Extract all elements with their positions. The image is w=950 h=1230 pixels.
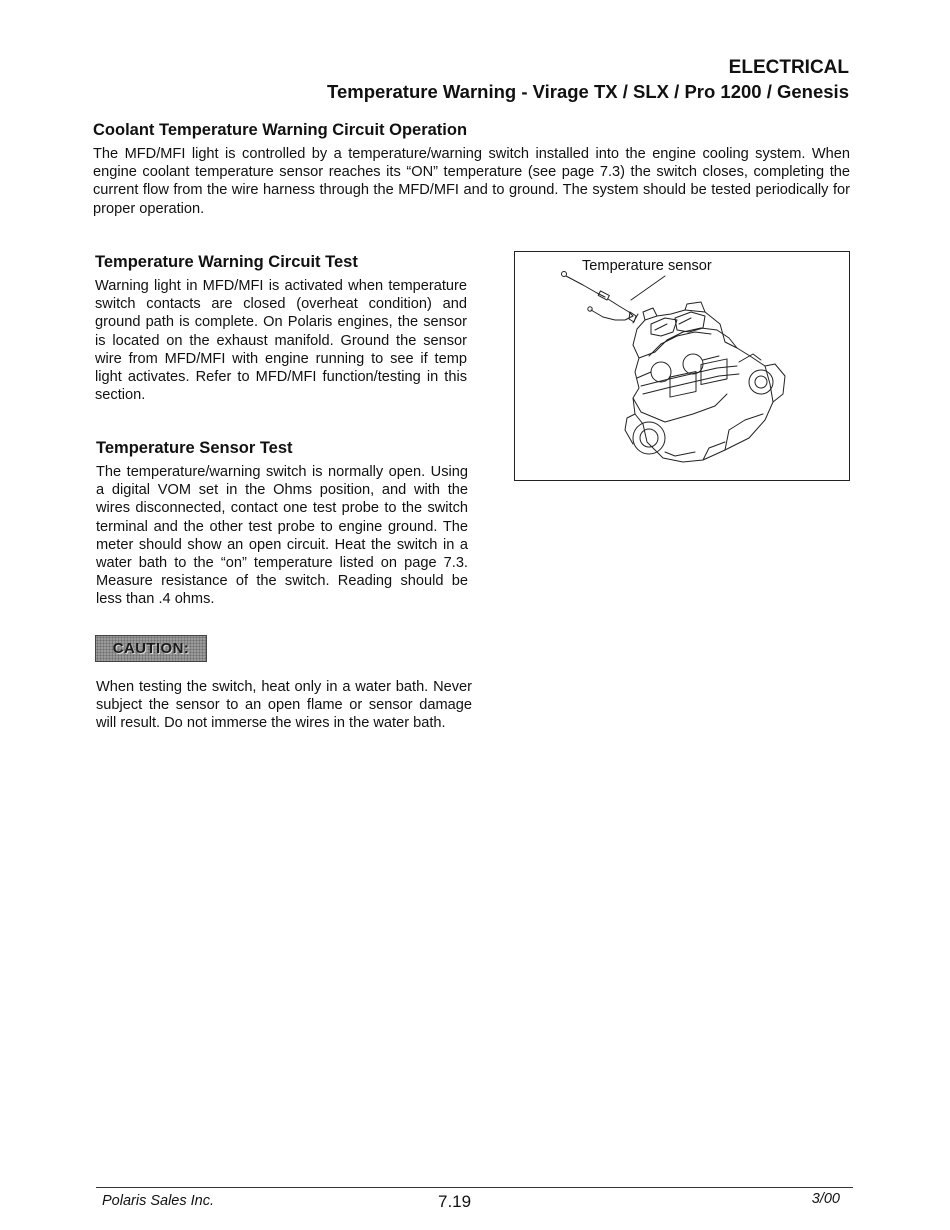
- circuit-test-heading: Temperature Warning Circuit Test: [95, 253, 358, 271]
- footer-date: 3/00: [811, 1191, 840, 1207]
- engine-body: [625, 302, 785, 462]
- caution-badge: [95, 635, 207, 662]
- caution-label: CAUTION:: [112, 640, 190, 657]
- sensor-wire: [562, 272, 639, 324]
- sensor-leader-line: [631, 276, 665, 300]
- footer-company: Polaris Sales Inc.: [102, 1193, 215, 1209]
- page-title: Temperature Warning - Virage TX / SLX / Pro 1200 / Genesis: [327, 81, 849, 102]
- engine-illustration: [515, 252, 848, 479]
- figure-label: Temperature sensor: [582, 258, 712, 274]
- coolant-operation-paragraph: The MFD/MFI light is controlled by a temperature/warning switch installed into the engine cooling system. When engine coolant temperature sensor reaches its “ON” temperature (see page 7.3) the switch closes, completing the current flow from the wire harness through the MFD/MFI and to ground. The system should be tested periodically for proper operation.: [93, 146, 850, 217]
- page-header: [327, 56, 849, 104]
- footer-rule: [96, 1187, 853, 1188]
- section-title: ELECTRICAL: [728, 57, 849, 78]
- sensor-test-heading: Temperature Sensor Test: [96, 439, 293, 457]
- engine-figure: [514, 251, 850, 481]
- circuit-test-paragraph: Warning light in MFD/MFI is activated when temperature switch contacts are closed (overheat condition) and ground path is complete. On Polaris engines, the sensor is located on the exhaust manifold. Ground the sensor wire from MFD/MFI with engine running to see if temp light activates. Refer to MFD/MFI function/testing in this section.: [95, 278, 467, 404]
- caution-paragraph: When testing the switch, heat only in a water bath. Never subject the sensor to an open flame or sensor damage will result. Do not immerse the wires in the water bath.: [96, 679, 472, 732]
- sensor-test-paragraph: The temperature/warning switch is normally open. Using a digital VOM set in the Ohms position, and with the wires disconnected, contact one test probe to the switch terminal and the other test probe to engine ground. The meter should show an open circuit. Heat the switch in a water bath to the “on” temperature listed on page 7.3. Measure resistance of the switch. Reading should be less than .4 ohms.: [96, 464, 468, 608]
- page-number: 7.19: [438, 1192, 472, 1211]
- coolant-operation-heading: Coolant Temperature Warning Circuit Operation: [93, 121, 468, 139]
